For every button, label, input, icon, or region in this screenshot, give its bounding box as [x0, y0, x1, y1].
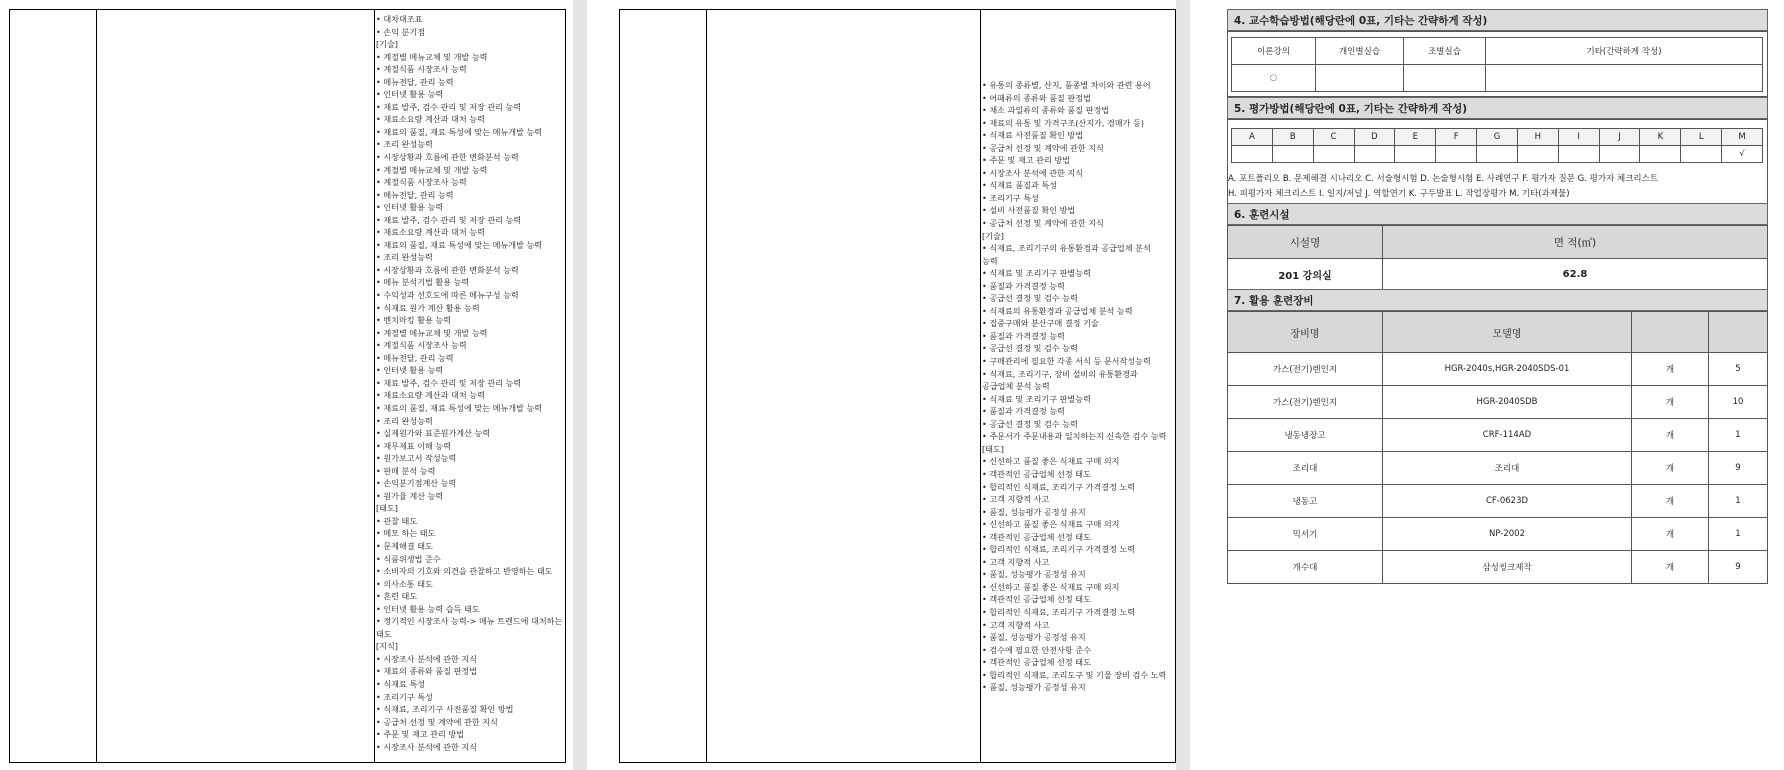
competency-item: • 집중구매와 분산구매 결정 기술: [982, 318, 1099, 329]
training-facility-table: [1227, 225, 1768, 290]
method-header: 이론강의: [1232, 38, 1316, 65]
competency-item: • 고객 지향적 사고: [982, 494, 1050, 505]
competency-item: • 조리기구 특성: [376, 691, 433, 702]
competency-item: • 식재료 특성: [376, 678, 426, 689]
competency-item: [기술]: [982, 230, 1004, 241]
competency-item: • 합리적인 식재료, 조리도구 및 기물 장비 검수 노력: [982, 669, 1167, 680]
equipment-row: [1228, 386, 1768, 419]
competency-item: • 재료 발주, 검수 관리 및 저장 관리 능력: [376, 101, 522, 112]
competency-item: • 공급처 선정 및 계약에 관한 지식: [982, 142, 1104, 153]
evaluation-mark: [1517, 146, 1558, 163]
evaluation-mark: [1477, 146, 1518, 163]
equipment-name: 가스(전기)렌인지: [1228, 353, 1383, 386]
competency-item: • 인터넷 활용 능력 습득 태도: [376, 603, 480, 614]
evaluation-code: H: [1517, 129, 1558, 146]
competency-item: • 실제원가와 표준원가계산 능력: [376, 428, 491, 439]
competency-item: • 신선하고 품질 좋은 식재료 구매 의지: [982, 581, 1120, 592]
document-page-2: [587, 0, 1176, 770]
method-header: 개인별실습: [1316, 38, 1404, 65]
equipment-unit: 개: [1632, 551, 1709, 584]
equipment-name: 가스(전기)렌인지: [1228, 386, 1383, 419]
competency-item: • 설비 사전품질 확인 방법: [982, 205, 1076, 216]
equipment-qty: 10: [1709, 386, 1768, 419]
equipment-unit: 개: [1632, 386, 1709, 419]
facility-area-header: 면 적(㎡): [1383, 226, 1768, 259]
equipment-unit: 개: [1632, 452, 1709, 485]
competency-item: • 합리적인 식재료, 조리기구 가격결정 노력: [982, 544, 1136, 555]
competency-item: • 품질과 가격결정 능력: [982, 280, 1065, 291]
competency-item: [태도]: [982, 443, 1004, 454]
method-header: 기타(간략하게 작성): [1486, 38, 1763, 65]
equipment-model: 삼성씽크제작: [1383, 551, 1632, 584]
competency-item: • 품질, 성능평가 공정성 유지: [982, 569, 1086, 580]
competency-item: • 계절식품 시장조사 능력: [376, 340, 467, 351]
section-7-title: 7. 활용 훈련장비: [1227, 289, 1768, 311]
equipment-row: [1228, 353, 1768, 386]
competency-item: • 재료의 품질, 재료 특성에 맞는 메뉴개발 능력: [376, 402, 543, 413]
equipment-model: 조리대: [1383, 452, 1632, 485]
competency-item: • 신선하고 품질 좋은 식재료 구매 의지: [982, 519, 1120, 530]
equipment-qty-header: [1709, 312, 1768, 353]
competency-item: • 합리적인 식재료, 조리기구 가격결정 노력: [982, 481, 1136, 492]
evaluation-mark: [1558, 146, 1599, 163]
competency-item: • 신선하고 품질 좋은 식재료 구매 의지: [982, 456, 1120, 467]
equipment-row: [1228, 452, 1768, 485]
curriculum-table: [9, 9, 566, 763]
evaluation-code: C: [1313, 129, 1354, 146]
competency-item: • 문제해결 태도: [376, 540, 433, 551]
equipment-qty: 1: [1709, 485, 1768, 518]
equipment-qty: 9: [1709, 551, 1768, 584]
evaluation-mark: [1436, 146, 1477, 163]
equipment-row: [1228, 518, 1768, 551]
competency-item: • 소비자의 기호와 의견을 관찰하고 반영하는 태도: [376, 566, 553, 577]
equipment-unit: 개: [1632, 419, 1709, 452]
competency-item: • 품질과 가격결정 능력: [982, 406, 1065, 417]
equipment-name: 냉동고: [1228, 485, 1383, 518]
equipment-name: 냉동냉장고: [1228, 419, 1383, 452]
competency-item: • 식재료 품질과 특성: [982, 180, 1058, 191]
competency-item: • 계절별 메뉴교체 및 개발 능력: [376, 164, 488, 175]
section-5-title: 5. 평가방법(해당란에 0표, 기타는 간략하게 작성): [1227, 97, 1768, 119]
competency-item: • 메뉴 분석기법 활용 능력: [376, 277, 470, 288]
competency-item: • 재료소요량 계산과 대처 능력: [376, 390, 485, 401]
evaluation-code: M: [1722, 129, 1763, 146]
competency-item: 태도: [376, 628, 392, 639]
competency-item: • 재료의 품질, 재료 특성에 맞는 메뉴개발 능력: [376, 239, 543, 250]
competency-item: [태도]: [376, 503, 398, 514]
evaluation-code: J: [1599, 129, 1640, 146]
competency-item: • 공급처 선정 및 계약에 관한 지식: [376, 716, 498, 727]
competency-item: • 계절식품 시장조사 능력: [376, 177, 467, 188]
competency-item: • 품질, 성능평가 공정성 유지: [982, 632, 1086, 643]
competency-item: • 검수에 필요한 안전사항 준수: [982, 644, 1091, 655]
competency-item: • 조리 완성능력: [376, 139, 433, 150]
evaluation-mark: [1313, 146, 1354, 163]
evaluation-mark: [1395, 146, 1436, 163]
equipment-unit-header: [1632, 312, 1709, 353]
evaluation-mark: [1640, 146, 1681, 163]
competency-item: • 인터넷 활용 능력: [376, 202, 444, 213]
equipment-row: [1228, 485, 1768, 518]
facility-name: 201 강의실: [1228, 259, 1383, 290]
competency-item: • 원가율 계산 능력: [376, 490, 444, 501]
equipment-unit: 개: [1632, 485, 1709, 518]
competency-item: • 식재료 사전품질 확인 방법: [982, 130, 1084, 141]
competency-item: • 객관적인 공급업체 선정 태도: [982, 531, 1091, 542]
competency-item: • 수익성과 선호도에 따른 메뉴구성 능력: [376, 290, 519, 301]
equipment-row: [1228, 551, 1768, 584]
competency-item: • 식재료, 조리기구의 유통환경과 공급업체 분석: [982, 243, 1151, 254]
competency-item: • 식재료, 조리기구 사전품질 확인 방법: [376, 704, 514, 715]
competency-item: • 식재료의 유통환경과 공급업체 분석 능력: [982, 305, 1133, 316]
equipment-model: HGR-2040s,HGR-2040SDS-01: [1383, 353, 1632, 386]
competency-item: • 합리적인 식재료, 조리기구 가격결정 노력: [982, 606, 1136, 617]
competency-list: [376, 13, 562, 753]
competency-item: • 고객 지향적 사고: [982, 619, 1050, 630]
competency-item: • 식재료, 조리기구, 장비 설비의 유통환경과: [982, 368, 1138, 379]
competency-item: • 어패류의 종류와 품질 판정법: [982, 92, 1091, 103]
equipment-row: [1228, 419, 1768, 452]
competency-item: • 재료 발주, 검수 관리 및 저장 관리 능력: [376, 377, 522, 388]
competency-item: • 벤치마킹 활용 능력: [376, 315, 452, 326]
column-divider: [980, 10, 981, 762]
equipment-name: 개수대: [1228, 551, 1383, 584]
evaluation-method-table: [1231, 128, 1763, 163]
competency-item: • 품질, 성능평가 공정성 유지: [982, 682, 1086, 693]
evaluation-mark: [1599, 146, 1640, 163]
evaluation-code: E: [1395, 129, 1436, 146]
evaluation-mark: [1232, 146, 1273, 163]
facility-area: 62.8: [1383, 259, 1768, 290]
competency-item: • 시장상황과 흐름에 관한 변화분석 능력: [376, 264, 519, 275]
competency-item: • 관찰 태도: [376, 515, 418, 526]
method-mark: [1316, 65, 1404, 92]
evaluation-code: K: [1640, 129, 1681, 146]
evaluation-legend-line-1: A. 포트폴리오 B. 문제해결 시나리오 C. 서술형시험 D. 논술형시험 E. 사례연구 F. 평가자 질문 G. 평가자 체크리스트: [1228, 174, 1659, 184]
competency-item: • 채소 과일류의 종류와 품질 판정법: [982, 105, 1110, 116]
competency-item: • 식품위생법 준수: [376, 553, 441, 564]
competency-item: • 계절별 메뉴교체 및 개발 능력: [376, 327, 488, 338]
competency-item: • 주문서가 주문내용과 일치하는지 신속한 검수 능력: [982, 431, 1167, 442]
competency-item: • 혼련 태도: [376, 591, 418, 602]
evaluation-code: L: [1681, 129, 1722, 146]
competency-list: [982, 79, 1166, 694]
competency-item: • 식재료 및 조리기구 판별능력: [982, 393, 1091, 404]
competency-item: • 손익 분기점: [376, 26, 426, 37]
competency-item: • 객관적인 공급업체 선정 태도: [982, 468, 1091, 479]
column-divider: [706, 10, 707, 762]
training-equipment-table: [1227, 311, 1768, 584]
competency-item: • 시장상황과 흐름에 관한 변화분석 능력: [376, 152, 519, 163]
competency-item: • 공급선 결정 및 검수 능력: [982, 293, 1078, 304]
competency-item: • 재무제표 이해 능력: [376, 440, 452, 451]
competency-item: • 유통의 종류별, 산지, 품종별 차이와 관련 용어: [982, 80, 1151, 90]
competency-item: • 인터넷 활용 능력: [376, 365, 444, 376]
equipment-unit: 개: [1632, 518, 1709, 551]
equipment-model-header: 모델명: [1383, 312, 1632, 353]
equipment-model: CRF-114AD: [1383, 419, 1632, 452]
competency-item: • 시장조사 분석에 관한 지식: [376, 741, 478, 752]
competency-item: • 조리 완성능력: [376, 415, 433, 426]
method-mark: [1404, 65, 1486, 92]
evaluation-code: G: [1477, 129, 1518, 146]
competency-item: • 구매관리에 필요한 각종 서식 등 문서작성능력: [982, 356, 1151, 367]
method-mark: [1486, 65, 1763, 92]
competency-item: • 재료의 품질, 재료 특성에 맞는 메뉴개발 능력: [376, 126, 543, 137]
document-page-3: [1190, 0, 1784, 770]
competency-item: • 객관적인 공급업체 선정 태도: [982, 657, 1091, 668]
competency-item: 공급업체 분석 능력: [982, 381, 1050, 392]
competency-item: • 조리 완성능력: [376, 252, 433, 263]
equipment-model: NP-2002: [1383, 518, 1632, 551]
competency-item: • 주문 및 재고 관리 방법: [982, 155, 1071, 166]
competency-item: • 메모 하는 태도: [376, 528, 436, 539]
evaluation-code: A: [1232, 129, 1273, 146]
equipment-qty: 9: [1709, 452, 1768, 485]
competency-item: • 계절별 메뉴교체 및 개발 능력: [376, 51, 488, 62]
competency-item: • 품질과 가격결정 능력: [982, 330, 1065, 341]
method-mark: ○: [1232, 65, 1316, 92]
competency-item: • 메뉴전달, 관리 능력: [376, 352, 454, 363]
competency-item: • 대차대조표: [376, 14, 423, 24]
competency-item: • 정기적인 시장조사 능력-> 메뉴 트렌드에 대처하는: [376, 616, 563, 627]
competency-item: • 재료소요량 계산과 대처 능력: [376, 114, 485, 125]
competency-item: • 시장조사 분석에 관한 지식: [376, 653, 478, 664]
evaluation-mark: √: [1722, 146, 1763, 163]
competency-item: • 의사소통 태도: [376, 578, 433, 589]
competency-item: 능력: [982, 255, 998, 266]
competency-item: • 재료의 종류와 품질 판정법: [376, 666, 478, 677]
competency-item: • 원가보고서 작성능력: [376, 453, 457, 464]
competency-item: • 품질, 성능평가 공정성 유지: [982, 506, 1086, 517]
competency-item: • 공급선 결정 및 검수 능력: [982, 343, 1078, 354]
competency-item: • 식재료 및 조리기구 판별능력: [982, 268, 1091, 279]
competency-item: • 재료의 유통 및 가격구조(산지가, 경매가 등): [982, 117, 1145, 128]
competency-item: • 고객 지향적 사고: [982, 556, 1050, 567]
method-header: 조별실습: [1404, 38, 1486, 65]
equipment-model: HGR-2040SDB: [1383, 386, 1632, 419]
competency-item: • 조리기구 특성: [982, 192, 1039, 203]
equipment-name: 조리대: [1228, 452, 1383, 485]
competency-item: [지식]: [376, 641, 398, 652]
competency-item: [기술]: [376, 39, 398, 50]
evaluation-code: F: [1436, 129, 1477, 146]
evaluation-legend-line-2: H. 피평가자 체크리스트 I. 일지/저널 J. 역할연기 K. 구두발표 L. 작업장평가 M. 기타(과제물): [1228, 189, 1570, 199]
competency-item: • 공급처 선정 및 계약에 관한 지식: [982, 218, 1104, 229]
evaluation-mark: [1354, 146, 1395, 163]
competency-item: • 재료소요량 계산과 대처 능력: [376, 227, 485, 238]
competency-item: • 메뉴전달, 관리 능력: [376, 189, 454, 200]
evaluation-mark: [1681, 146, 1722, 163]
facility-name-header: 시설명: [1228, 226, 1383, 259]
competency-item: • 주문 및 재고 관리 방법: [376, 729, 465, 740]
equipment-name-header: 장비명: [1228, 312, 1383, 353]
section-6-title: 6. 훈련시설: [1227, 203, 1768, 225]
equipment-qty: 1: [1709, 419, 1768, 452]
column-divider: [374, 10, 375, 762]
competency-item: • 계절식품 시장조사 능력: [376, 64, 467, 75]
equipment-qty: 1: [1709, 518, 1768, 551]
competency-item: • 시장조사 분석에 관한 지식: [982, 167, 1084, 178]
competency-item: • 객관적인 공급업체 선정 태도: [982, 594, 1091, 605]
competency-item: • 메뉴전달, 관리 능력: [376, 76, 454, 87]
equipment-name: 믹서기: [1228, 518, 1383, 551]
evaluation-code: D: [1354, 129, 1395, 146]
evaluation-code: B: [1272, 129, 1313, 146]
curriculum-table: [619, 9, 1176, 763]
equipment-model: CF-0623D: [1383, 485, 1632, 518]
document-page-1: [0, 0, 573, 770]
equipment-unit: 개: [1632, 353, 1709, 386]
teaching-method-table: [1231, 37, 1763, 92]
equipment-qty: 5: [1709, 353, 1768, 386]
competency-item: • 재료 발주, 검수 관리 및 저장 관리 능력: [376, 214, 522, 225]
competency-item: • 식재료 원가 계산 활용 능력: [376, 302, 480, 313]
competency-item: • 공급선 결정 및 검수 능력: [982, 418, 1078, 429]
column-divider: [96, 10, 97, 762]
evaluation-mark: [1272, 146, 1313, 163]
section-4-title: 4. 교수학습방법(해당란에 0표, 기타는 간략하게 작성): [1227, 9, 1768, 31]
competency-item: • 판매 분석 능력: [376, 465, 436, 476]
evaluation-code: I: [1558, 129, 1599, 146]
competency-item: • 인터넷 활용 능력: [376, 89, 444, 100]
competency-item: • 손익분기점계산 능력: [376, 478, 457, 489]
